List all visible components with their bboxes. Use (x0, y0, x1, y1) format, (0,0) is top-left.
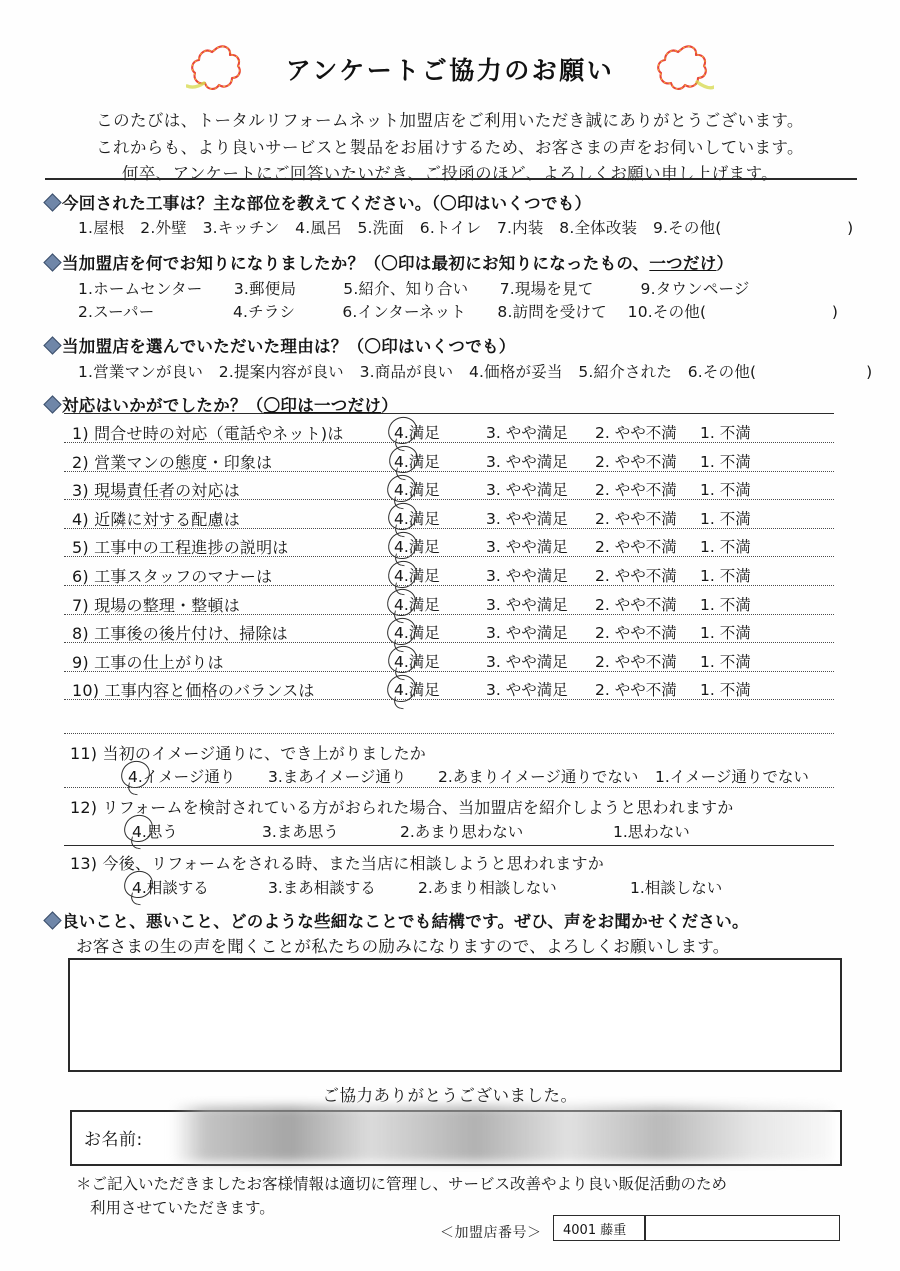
rating-option[interactable]: 4.満足 (394, 652, 440, 671)
rating-row-label: 2) 営業マンの態度・印象は (72, 452, 273, 472)
thanks-text: ご協力ありがとうございました。 (322, 1086, 578, 1105)
rating-option[interactable]: 3. やや満足 (486, 538, 568, 557)
rating-row-label: 1) 問合せ時の対応（電話やネット)は (72, 424, 344, 443)
rating-option[interactable]: 1. 不満 (700, 481, 751, 500)
question-3-options[interactable]: 1.営業マンが良い 2.提案内容が良い 3.商品が良い 4.価格が妥当 5.紹介された 6.その他( ) (78, 363, 873, 381)
comment-heading-line-2: お客さまの生の声を聞くことが私たちの励みになりますので、よろしくお願いします。 (76, 937, 730, 956)
rating-option[interactable]: 3. やや満足 (486, 424, 568, 442)
title-row (0, 0, 900, 100)
comment-textarea[interactable] (68, 958, 842, 1072)
rating-option[interactable]: 4.満足 (394, 481, 440, 500)
intro-line-3: 何卒、アンケートにご回答いたいだき、ご投函のほど、よろしくお願い申し上げます。 (121, 164, 779, 184)
question-3-heading (46, 333, 516, 357)
member-number-extra[interactable] (645, 1215, 840, 1241)
question-13-heading: 13) 今後、リフォームをされる時、また当店に相談しようと思われますか (70, 854, 604, 873)
redacted-name-value (172, 1106, 832, 1162)
rating-option[interactable]: 3. やや満足 (486, 595, 568, 614)
rating-option[interactable]: 2. やや不満 (595, 481, 677, 500)
rating-row-label: 3) 現場責任者の対応は (72, 481, 240, 501)
row-separator (64, 499, 834, 500)
rating-option[interactable]: 1. 不満 (700, 424, 751, 442)
question-11-option-1[interactable]: 4.イメージ通り (128, 768, 236, 786)
rating-option[interactable]: 4.満足 (394, 567, 440, 585)
question-13-option-2[interactable]: 3.まあ相談する (268, 879, 376, 897)
question-4-heading-emphasis: 〇印は一つだけ (263, 396, 382, 415)
question-12-option-1[interactable]: 4.思う (132, 823, 178, 841)
question-4-heading-post: ） (381, 396, 399, 415)
rating-table-top-rule (64, 413, 834, 414)
question-1-heading (46, 190, 591, 214)
diamond-bullet-icon (43, 336, 61, 354)
page-title: アンケートご協力のお願い (285, 56, 615, 85)
diamond-bullet-icon (43, 911, 61, 929)
question-2-heading-pre: 当加盟店を何でお知りになりましたか？（〇印は最初にお知りになったもの、 (62, 254, 650, 273)
comment-heading (46, 908, 749, 932)
member-number-value[interactable]: 4001 藤重 (553, 1215, 645, 1241)
rating-option[interactable]: 3. やや満足 (486, 567, 568, 585)
question-2-options-line-1[interactable]: 1.ホームセンター 3.郵便局 5.紹介、知り合い 7.現場を見て 9.タウンページ (78, 280, 750, 298)
diamond-bullet-icon (43, 395, 61, 413)
rating-row-label: 4) 近隣に対する配慮は (72, 509, 240, 529)
question-1-options[interactable]: 1.屋根 2.外壁 3.キッチン 4.風呂 5.洗面 6.トイレ 7.内装 8.全体改装 9.その他( ) (78, 219, 854, 237)
row-separator (64, 585, 834, 586)
rating-row-label: 7) 現場の整理・整頓は (72, 595, 240, 615)
rating-option[interactable]: 2. やや不満 (595, 452, 677, 471)
question-12-option-3[interactable]: 2.あまり思わない (400, 823, 524, 841)
question-2-heading-post: ） (716, 254, 734, 273)
row-separator (64, 642, 834, 643)
question-2-options-line-2[interactable]: 2.スーパー 4.チラシ 6.インターネット 8.訪問を受けて 10.その他( ) (78, 303, 839, 321)
rating-option[interactable]: 1. 不満 (700, 652, 751, 671)
intro-line-2: これからも、より良いサービスと製品をお届けするため、お客さまの声をお伺いしています。 (96, 137, 804, 157)
rating-option[interactable]: 4.満足 (394, 681, 440, 700)
question-1-heading-text: 今回された工事は？主な部位を教えてください。（〇印はいくつでも） (62, 194, 592, 213)
diamond-bullet-icon (43, 253, 61, 271)
row-separator (64, 787, 834, 788)
rating-option[interactable]: 4.満足 (394, 538, 440, 557)
question-4-heading-pre: 対応はいかがでしたか？（ (62, 396, 264, 415)
rating-option[interactable]: 1. 不満 (700, 595, 751, 614)
question-2-heading (46, 250, 733, 274)
diamond-bullet-icon (43, 193, 61, 211)
intro-line-1: このたびは、トータルリフォームネット加盟店をご利用いただき誠にありがとうございます。 (96, 111, 804, 130)
rating-option[interactable]: 2. やや不満 (595, 567, 677, 585)
row-separator (64, 614, 834, 615)
rating-option[interactable]: 2. やや不満 (595, 595, 677, 614)
flower-icon (186, 42, 248, 97)
rating-row-label: 5) 工事中の工程進捗の説明は (72, 538, 289, 558)
flower-icon (652, 42, 714, 97)
row-separator (64, 556, 834, 557)
row-separator (64, 733, 834, 734)
rating-option[interactable]: 4.満足 (394, 424, 440, 442)
rating-option[interactable]: 3. やや満足 (486, 652, 568, 671)
comment-heading-line-1: 良いこと、悪いこと、どのような些細なことでも結構です。ぜひ、声をお聞かせください。 (62, 912, 749, 931)
rating-option[interactable]: 2. やや不満 (595, 538, 677, 557)
rating-option[interactable]: 1. 不満 (700, 681, 751, 700)
name-field-label: お名前: (84, 1130, 143, 1150)
question-2-heading-emphasis: 一つだけ (649, 254, 717, 273)
rating-option[interactable]: 4.満足 (394, 452, 440, 471)
question-11-heading: 11) 当初のイメージ通りに、でき上がりましたか (70, 744, 427, 763)
rating-option[interactable]: 4.満足 (394, 595, 440, 614)
rating-option[interactable]: 3. やや満足 (486, 481, 568, 500)
rating-option[interactable]: 1. 不満 (700, 538, 751, 557)
comment-heading-line-2-wrap (76, 933, 730, 957)
intro-text (0, 108, 900, 188)
rating-option[interactable]: 2. やや不満 (595, 424, 677, 442)
question-12-heading: 12) リフォームを検討されている方がおられた場合、当加盟店を紹介しようと思われますか (70, 798, 734, 817)
row-separator (64, 671, 834, 672)
header (0, 0, 900, 188)
rating-option[interactable]: 4.満足 (394, 624, 440, 643)
rating-option[interactable]: 1. 不満 (700, 509, 751, 528)
rating-option[interactable]: 3. やや満足 (486, 509, 568, 528)
question-11-option-3[interactable]: 2.あまりイメージ通りでない (438, 768, 639, 786)
privacy-notice-line-1: ＊ご記入いただきましたお客様情報は適切に管理し、サービス改善やより良い販促活動のため (76, 1175, 728, 1193)
rating-option[interactable]: 2. やや不満 (595, 624, 677, 643)
rating-option[interactable]: 3. やや満足 (486, 624, 568, 643)
rating-row-label: 9) 工事の仕上がりは (72, 652, 224, 672)
question-13-option-4[interactable]: 1.相談しない (630, 879, 723, 897)
row-separator (64, 699, 834, 700)
rating-option[interactable]: 1. 不満 (700, 567, 751, 585)
header-divider (45, 178, 857, 180)
question-11-option-2[interactable]: 3.まあイメージ通り (268, 768, 407, 786)
question-12-option-4[interactable]: 1.思わない (613, 823, 690, 841)
member-number-label: ＜加盟店番号＞ (440, 1225, 542, 1241)
row-separator (64, 845, 834, 846)
rating-option[interactable]: 3. やや満足 (486, 681, 568, 700)
rating-row-label: 6) 工事スタッフのマナーは (72, 567, 273, 586)
rating-row-label: 10) 工事内容と価格のバランスは (72, 681, 315, 701)
rating-row-label: 8) 工事後の後片付け、掃除は (72, 624, 288, 644)
privacy-notice-line-2: 利用させていただきます。 (90, 1199, 275, 1217)
rating-option[interactable]: 3. やや満足 (486, 452, 568, 471)
row-separator (64, 471, 834, 472)
question-11-option-4[interactable]: 1.イメージ通りでない (655, 768, 809, 786)
question-13-option-3[interactable]: 2.あまり相談しない (418, 879, 557, 897)
row-separator (64, 528, 834, 529)
rating-option[interactable]: 4.満足 (394, 509, 440, 528)
rating-option[interactable]: 2. やや不満 (595, 509, 677, 528)
row-separator (64, 442, 834, 443)
rating-option[interactable]: 1. 不満 (700, 624, 751, 643)
rating-option[interactable]: 1. 不満 (700, 452, 751, 471)
question-3-heading-text: 当加盟店を選んでいただいた理由は？（〇印はいくつでも） (62, 337, 516, 356)
question-12-option-2[interactable]: 3.まあ思う (262, 823, 339, 841)
question-13-option-1[interactable]: 4.相談する (132, 879, 209, 897)
rating-option[interactable]: 2. やや不満 (595, 681, 677, 700)
rating-option[interactable]: 2. やや不満 (595, 652, 677, 671)
